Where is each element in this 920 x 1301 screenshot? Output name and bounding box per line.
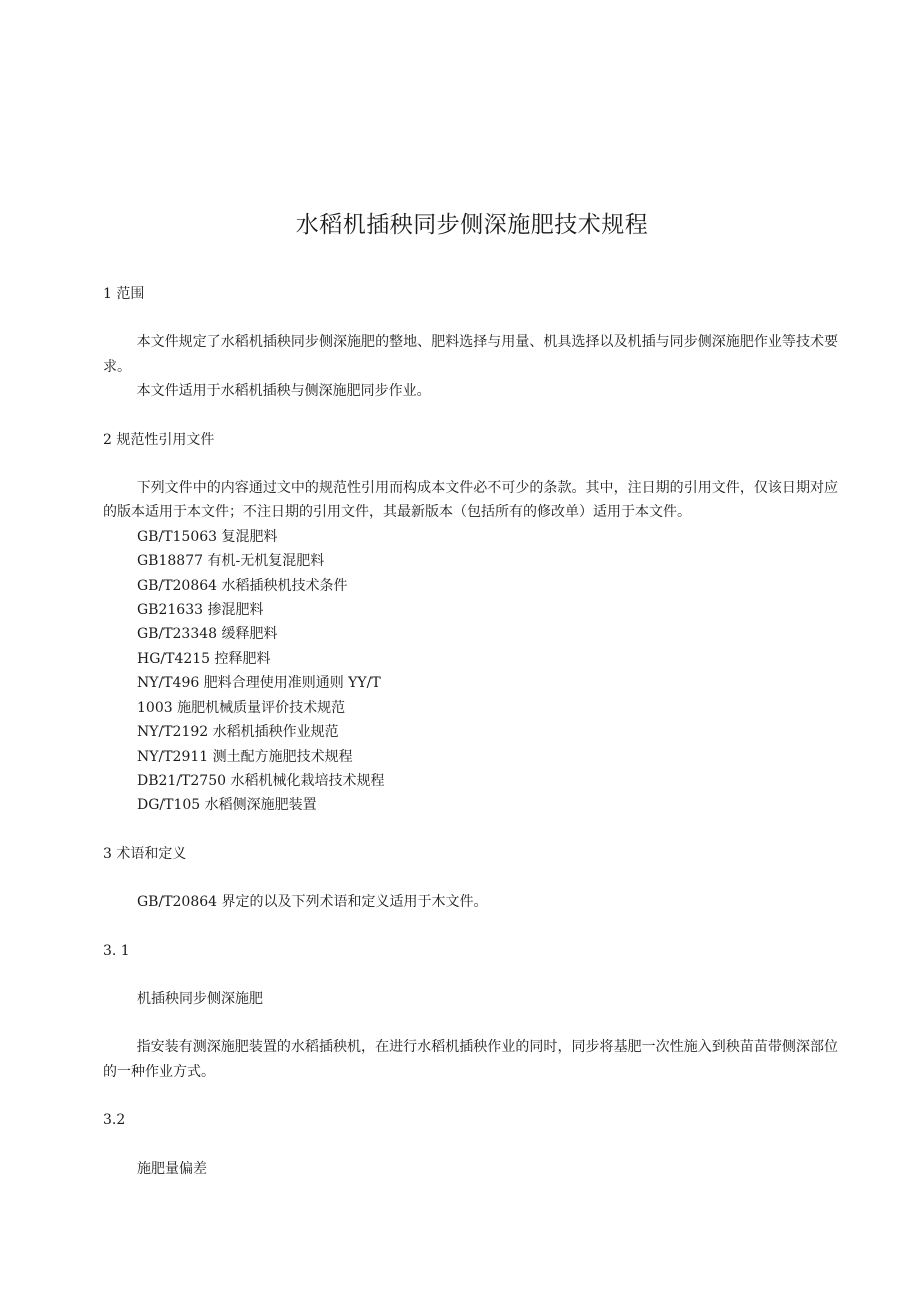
term-definition: 指安装有测深施肥装置的水稻插秧机，在进行水稻机插秧作业的同时，同步将基肥一次性施入到秧苗苗带侧深部位的一种作业方式。 bbox=[103, 1039, 838, 1080]
reference-item: 1003 施肥机械质量评价技术规范 bbox=[137, 699, 346, 716]
term-number: 3. 1 bbox=[103, 942, 130, 959]
reference-item: DB21/T2750 水稻机械化栽培技术规程 bbox=[137, 772, 385, 789]
term-number: 3.2 bbox=[103, 1112, 126, 1129]
term-name: 施肥量偏差 bbox=[137, 1160, 207, 1177]
section-heading-scope: 1 范围 bbox=[103, 286, 145, 302]
reference-item: GB21633 掺混肥料 bbox=[137, 602, 264, 619]
reference-item: GB/T20864 水稻插秧机技术条件 bbox=[137, 577, 348, 594]
spacer bbox=[103, 306, 838, 330]
spacer bbox=[103, 818, 838, 842]
section-heading-terms-definitions: 3 术语和定义 bbox=[103, 845, 187, 862]
spacer bbox=[103, 1011, 838, 1035]
reference-item: HG/T4215 控释肥料 bbox=[137, 650, 271, 667]
reference-item: NY/T496 肥料合理使用准则通则 YY/T bbox=[137, 675, 381, 692]
spacer bbox=[103, 1084, 838, 1108]
reference-list bbox=[103, 525, 838, 818]
term-name: 机插秧同步侧深施肥 bbox=[137, 990, 263, 1007]
references-intro-paragraph: 下列文件中的内容通过文中的规范性引用而构成本文件必不可少的条款。其中，注日期的引用文件，仅该日期对应的版本适用于本文件；不注日期的引用文件，其最新版本（包括所有的修改单）适用于本文件。 bbox=[103, 480, 838, 521]
scope-paragraph: 本文件规定了水稻机插秧同步侧深施肥的整地、肥料选择与用量、机具选择以及机插与同步侧深施肥作业等技术要求。 bbox=[103, 334, 838, 375]
spacer bbox=[103, 963, 838, 987]
spacer bbox=[103, 404, 838, 428]
spacer bbox=[103, 915, 838, 939]
scope-applicability-paragraph: 本文件适用于水稻机插秧与侧深施肥同步作业。 bbox=[136, 383, 431, 400]
reference-item: GB/T23348 缓释肥料 bbox=[137, 626, 278, 643]
document-title: 水稻机插秧同步侧深施肥技术规程 bbox=[295, 212, 649, 238]
reference-item: GB18877 有机-无机复混肥料 bbox=[137, 553, 325, 570]
spacer bbox=[103, 1133, 838, 1157]
terms-intro-paragraph: GB/T20864 界定的以及下列术语和定义适用于木文件。 bbox=[137, 894, 488, 911]
spacer bbox=[103, 866, 838, 890]
spacer bbox=[103, 452, 838, 476]
reference-item: NY/T2911 测土配方施肥技术规程 bbox=[137, 748, 353, 765]
document-body bbox=[103, 282, 838, 1181]
section-heading-normative-references: 2 规范性引用文件 bbox=[103, 431, 215, 448]
reference-item: GB/T15063 复混肥料 bbox=[137, 528, 278, 545]
reference-item: NY/T2192 水稻机插秧作业规范 bbox=[137, 724, 339, 741]
reference-item: DG/T105 水稻侧深施肥装置 bbox=[137, 797, 317, 814]
